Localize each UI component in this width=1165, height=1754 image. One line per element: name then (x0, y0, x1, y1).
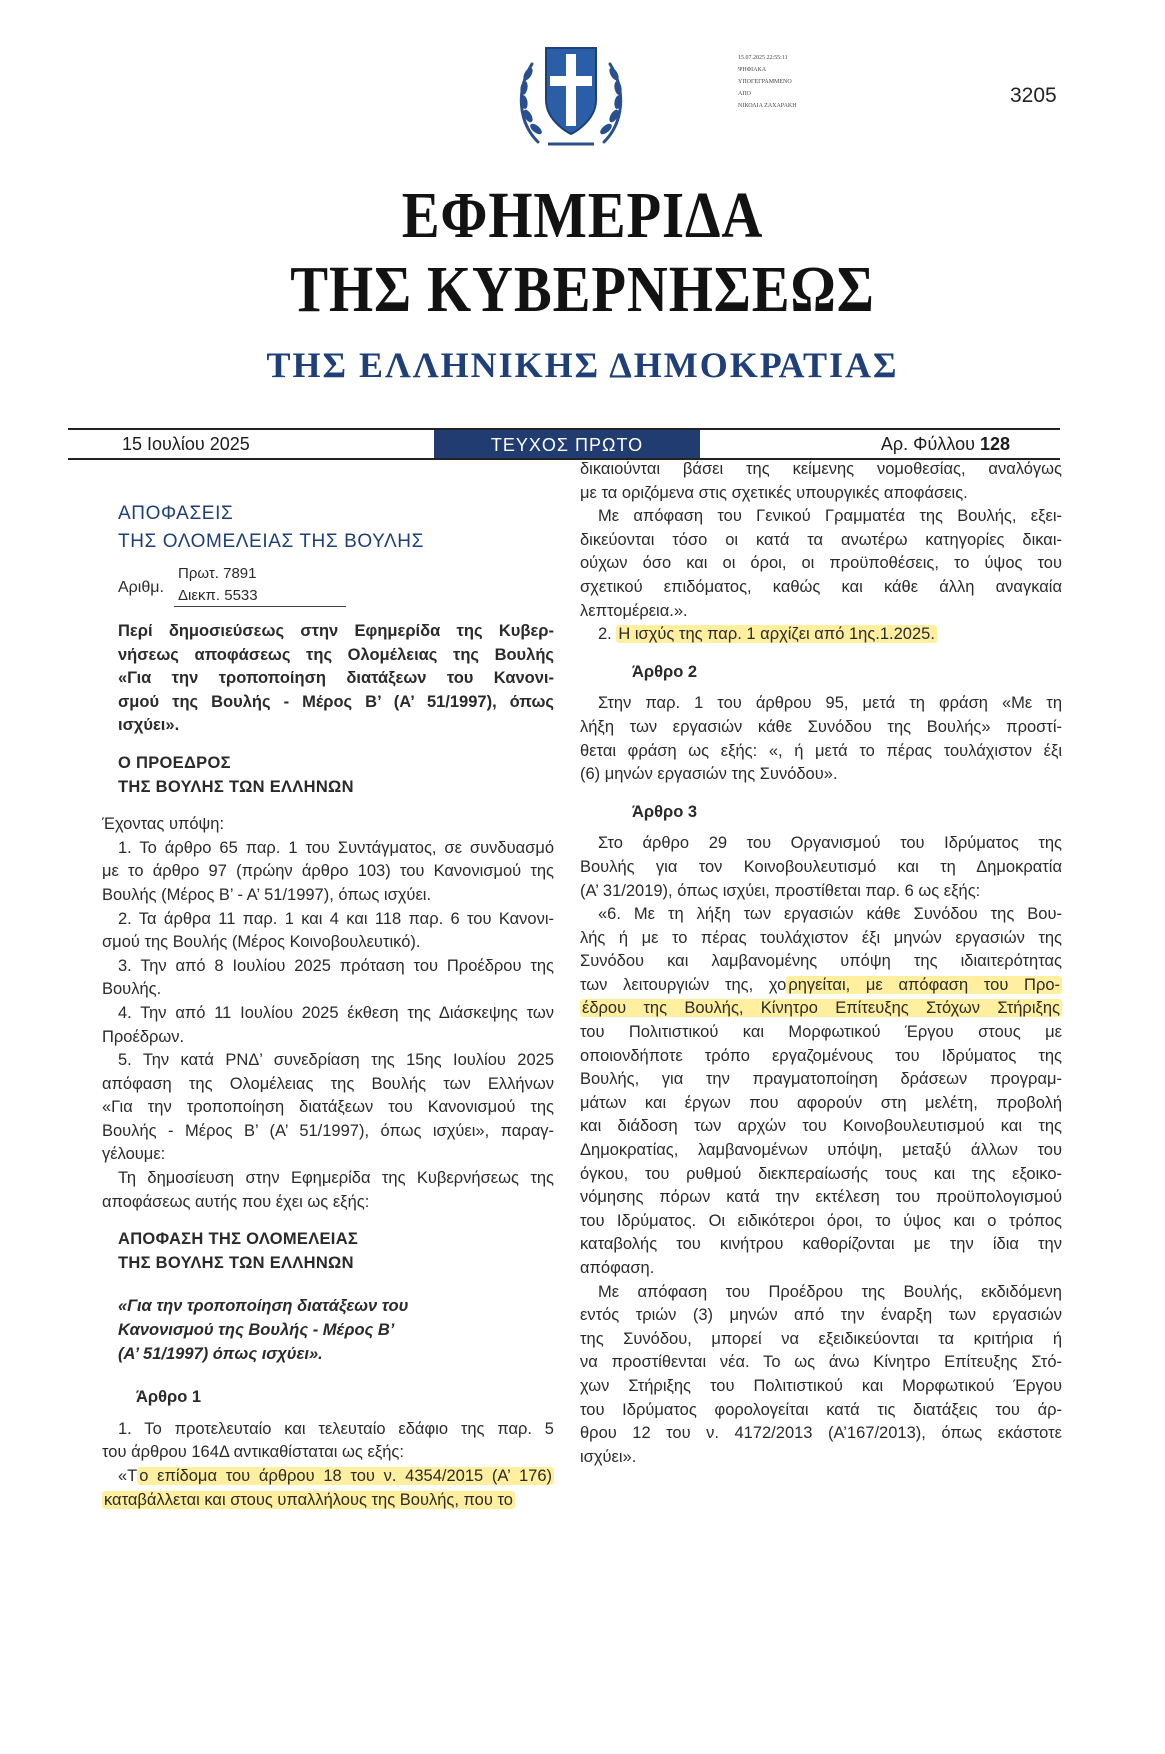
text-line: μάτων και έργων που αφορούν στη μελέτη, προβολή (580, 1093, 1062, 1112)
article-heading: Άρθρο 2 (632, 662, 698, 681)
text-line: Βουλής, για την πραγματοποίηση δράσεων προγραμ- (580, 1070, 1062, 1089)
ref-diekp: Διεκπ. 5533 (178, 587, 258, 604)
decision-heading: ΑΠΟΦΑΣΗ ΤΗΣ ΟΛΟΜΕΛΕΙΑΣ (118, 1230, 359, 1249)
president-heading: ΤΗΣ ΒΟΥΛΗΣ ΤΩΝ ΕΛΛΗΝΩΝ (118, 777, 354, 796)
text-line: νόμησης πόρων κατά την εκτέλεση του προϋπολογισμού (580, 1188, 1062, 1207)
reference-number (118, 562, 554, 610)
page-number: 3205 (1010, 84, 1057, 107)
text-line: Με απόφαση του Προέδρου της Βουλής, εκδιδόμενη (598, 1282, 1062, 1301)
text-line: να προστίθενται νέα. Το ως άνω Κίνητρο Επίτευξης Στό- (580, 1353, 1062, 1372)
text-line: Δημοκρατίας, λαμβανομένων υπόψη, μεταξύ άλλων του (580, 1141, 1062, 1160)
text-line: ισχύει». (118, 716, 180, 735)
text-line: όγκου, του ρυθμού διεκπεραίωσής τους και της εξοικο- (580, 1164, 1062, 1183)
text-line: (Α’ 51/1997) όπως ισχύει». (118, 1344, 323, 1363)
text-line: απόφαση. (580, 1259, 655, 1277)
text-line: 4. Την από 11 Ιουλίου 2025 έκθεση της Διάσκεψης των (118, 1003, 554, 1022)
greek-coat-of-arms-icon (508, 30, 634, 160)
text-line: Στο άρθρο 29 του Οργανισμού του Ιδρύματος της (598, 834, 1062, 853)
text-line: Βουλής. (102, 980, 162, 999)
section-heading: ΑΠΟΦΑΣΕΙΣ (118, 503, 234, 524)
decision-title (84, 1295, 554, 1366)
text-line: και διάδοση των αρχών του Κοινοβουλευτισμού και της (580, 1117, 1062, 1136)
text-line: θεται φράση ως εξής: «, ή μετά το πέρας τουλάχιστον έξι (580, 741, 1062, 760)
signature-line: ΥΠΟΓΕΓΡΑΜΜΕΝΟ (738, 79, 792, 85)
decision-heading: ΤΗΣ ΒΟΥΛΗΣ ΤΩΝ ΕΛΛΗΝΩΝ (118, 1253, 354, 1272)
sheet-value: 128 (979, 434, 1010, 454)
signature-line: ΑΠΟ (738, 91, 751, 97)
text-line: Κανονισμού της Βουλής - Μέρος Β’ (118, 1321, 395, 1340)
text-line: Βουλής (Μέρος Β’ - Α’ 51/1997), όπως ισχύει. (102, 885, 432, 904)
sheet-number (820, 432, 1010, 456)
signature-line: ΝΙΚΟΛΙΑ ΖΑΧΑΡΑΚΗ (738, 103, 797, 109)
text-line: ισχύει». (580, 1447, 637, 1466)
ref-prot: Πρωτ. 7891 (178, 565, 257, 582)
text-line: Στην παρ. 1 του άρθρου 95, μετά τη φράση «Με τη (598, 694, 1062, 713)
subject-block (84, 620, 554, 738)
text-line: (6) μηνών εργασιών της Συνόδου». (580, 765, 838, 784)
text-line: απόφαση της Ολομέλειας της Βουλής των Ελλήνων (102, 1074, 554, 1093)
sheet-label: Αρ. Φύλλου (880, 434, 975, 454)
text-line: Συνόδου και λαμβανομένης υπόψη της ιδιαιτερότητας (580, 952, 1062, 971)
text-line: 3. Την από 8 Ιουλίου 2025 πρόταση του Προέδρου της (118, 956, 554, 975)
text-line: «Για την τροποποίηση διατάξεων του Κανονισμού της (102, 1098, 554, 1117)
issue-label: ΤΕΥΧΟΣ ΠΡΩΤΟ (434, 430, 700, 460)
text-line: ούχων όσο και οι όροι, οι προϋποθέσεις, το ύψος του (580, 554, 1062, 573)
text-line: εντός τριών (3) μηνών από την έναρξη των εργασιών (580, 1306, 1062, 1325)
highlight-marker: έδρου της Βουλής, Κίνητρο Επίτευξης Στόχων Στήριξης (582, 999, 1060, 1018)
highlight-marker: καταβάλλεται και στους υπαλλήλους της Βουλής, που το (104, 1490, 513, 1509)
text-line: του άρθρου 164Δ αντικαθίσταται ως εξής: (102, 1443, 404, 1462)
text-line: με τα οριζόμενα στις σχετικές υπουργικές αποφάσεις. (580, 483, 968, 502)
highlighted-line (580, 997, 1062, 1021)
text-line: της Συνόδου, μπορεί να εξειδικεύονται τα κριτήρια ή (580, 1329, 1062, 1348)
text-fragment: των λειτουργιών της, χο (580, 975, 787, 994)
text-line: «Για την τροποποίηση διατάξεων του Κανονι- (118, 669, 554, 688)
gazette-title-line2: ΤΗΣ ΚΥΒΕΡΝΗΣΕΩΣ (290, 253, 875, 326)
text-line: Έχοντας υπόψη: (102, 815, 225, 834)
ref-underline (174, 606, 346, 607)
text-line: λήξη των εργασιών κάθε Συνόδου της Βουλής» προστί- (580, 717, 1062, 736)
president-heading: Ο ΠΡΟΕΔΡΟΣ (118, 753, 231, 772)
signature-line: ΨΗΦΙΑΚΑ (738, 67, 767, 73)
highlighted-line (84, 1465, 554, 1489)
text-line: λεπτομέρεια.». (580, 601, 688, 620)
text-line: 5. Την κατά ΡΝΔ’ συνεδρίαση της 15ης Ιουλίου 2025 (118, 1051, 554, 1070)
paragraph-number: 2. (598, 625, 612, 644)
text-line: γέλουμε: (102, 1145, 166, 1164)
gazette-subtitle: ΤΗΣ ΕΛΛΗΝΙΚΗΣ ΔΗΜΟΚΡΑΤΙΑΣ (266, 345, 899, 385)
highlighted-line (580, 974, 1062, 998)
text-line: σχετικού επιδόματος, καθώς και κάθε άλλη αναγκαία (580, 577, 1062, 596)
text-line: Βουλής - Μέρος Β’ (Α’ 51/1997), όπως ισχύει», παραγ- (102, 1121, 554, 1140)
text-line: δικαιούνται βάσει της κείμενης νομοθεσίας, αναλόγως (580, 460, 1062, 478)
section-heading: ΤΗΣ ΟΛΟΜΕΛΕΙΑΣ ΤΗΣ ΒΟΥΛΗΣ (118, 531, 424, 552)
left-column (84, 500, 554, 1512)
text-line: σμού της Βουλής (Μέρος Κοινοβουλευτικό). (102, 933, 421, 952)
text-line: οποιονδήποτε τρόπο εργαζομένους του Ιδρύματος της (580, 1046, 1062, 1065)
text-line: νήσεως αποφάσεως της Ολομέλειας της Βουλής (118, 645, 554, 664)
ref-label: Αριθμ. (118, 579, 164, 596)
text-line: Με απόφαση του Γενικού Γραμματέα της Βουλής, εξει- (598, 507, 1062, 526)
digital-signature-block (738, 52, 858, 112)
text-line: Περί δημοσιεύσεως στην Εφημερίδα της Κυβερ- (118, 622, 554, 640)
issue-date: 15 Ιουλίου 2025 (122, 434, 250, 454)
text-line: με το άρθρο 97 (πρώην άρθρο 103) του Κανονισμού της (102, 862, 554, 881)
gazette-title-line1: ΕΦΗΜΕΡΙΔΑ (401, 179, 764, 252)
text-line: «Για την τροποποίηση διατάξεων του (118, 1297, 409, 1316)
highlighted-line (84, 1489, 554, 1513)
text-line: «6. Με τη λήξη των εργασιών κάθε Συνόδου της Βου- (598, 905, 1062, 924)
text-line: Τη δημοσίευση στην Εφημερίδα της Κυβερνήσεως της (118, 1169, 554, 1188)
text-line: χων Στήριξης του Πολιτιστικού και Μορφωτικού Έργου (580, 1376, 1062, 1395)
text-line: λής ή με το πέρας τουλάχιστον έξι μηνών εργασιών της (580, 928, 1062, 947)
highlighted-line (580, 623, 1062, 647)
article-heading: Άρθρο 1 (136, 1388, 202, 1407)
text-line: 2. Τα άρθρα 11 παρ. 1 και 4 και 118 παρ. 6 του Κανονι- (118, 909, 554, 928)
text-fragment: «Τ (118, 1467, 138, 1485)
article-heading: Άρθρο 3 (632, 802, 698, 821)
text-line: θρου 12 του ν. 4172/2013 (Α’167/2013), όπως εκάστοτε (580, 1424, 1062, 1443)
text-line: σμού της Βουλής - Μέρος Β’ (Α’ 51/1997), όπως (118, 692, 554, 711)
right-column (580, 458, 1062, 1469)
text-line: καταβολής του κινήτρου καθορίζονται με την ίδια την (580, 1235, 1062, 1254)
highlight-marker: ο επίδομα του άρθρου 18 του ν. 4354/2015 (Α’ 176) (139, 1467, 552, 1485)
text-line: του Πολιτιστικού και Μορφωτικού Έργου στους με (580, 1023, 1062, 1042)
text-line: Βουλής για τον Κοινοβουλευτισμό και τη Δημοκρατία (580, 857, 1062, 876)
text-line: του Ιδρύματος. Οι ειδικότεροι όροι, το ύψος και ο τρόπος (580, 1211, 1062, 1230)
text-line: δικεύονται τόσο οι κατά τα ανωτέρω κατηγορίες δικαι- (580, 530, 1062, 549)
highlight-marker: Η ισχύς της παρ. 1 αρχίζει από 1ης.1.2025. (618, 625, 935, 644)
highlight-marker: ρηγείται, με απόφαση του Προ- (788, 975, 1061, 994)
text-line: του Ιδρύματος φορολογείται κατά τις διατάξεις του άρ- (580, 1400, 1062, 1419)
signature-line: 15.07.2025 22:55:11 (738, 55, 788, 61)
text-line: 1. Το άρθρο 65 παρ. 1 του Συντάγματος, σε συνδυασμό (118, 838, 554, 857)
text-line: αποφάσεως αυτής που έχει ως εξής: (102, 1192, 370, 1211)
text-line: Προέδρων. (102, 1027, 185, 1046)
text-line: (Α’ 31/2019), όπως ισχύει, προστίθεται παρ. 6 ως εξής: (580, 881, 981, 900)
text-line: 1. Το προτελευταίο και τελευταίο εδάφιο της παρ. 5 (118, 1419, 554, 1438)
